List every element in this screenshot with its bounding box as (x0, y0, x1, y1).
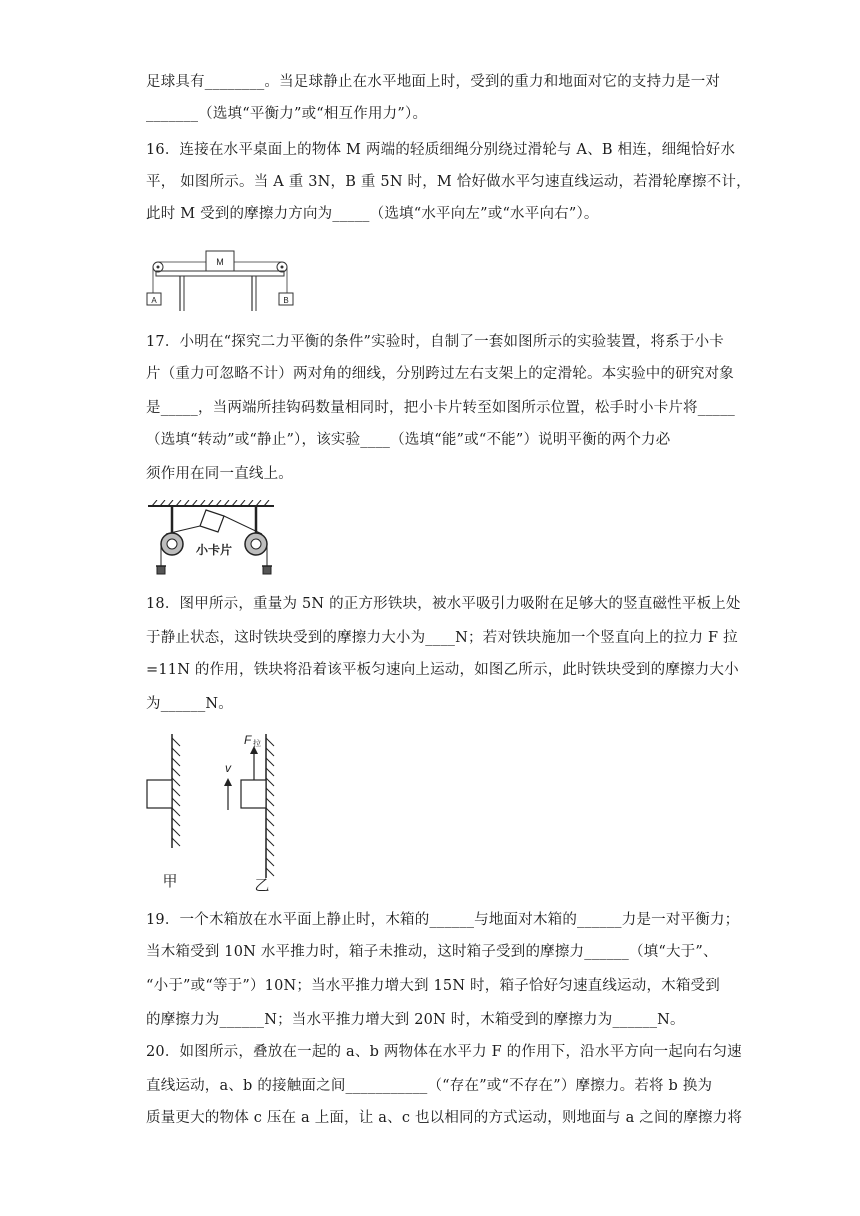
q17-text-line-3: 是_____，当两端所挂钩码数量相同时，把小卡片转至如图所示位置，松手时小卡片将_____ (146, 400, 735, 416)
q18-force-label: F (244, 733, 252, 747)
q16-text-line-1: 16．连接在水平桌面上的物体 M 两端的轻质细绳分别绕过滑轮与 A、B 相连，细绳恰好水 (146, 142, 736, 158)
q18-label-yi: 乙 (254, 877, 270, 894)
q17-figure (146, 500, 276, 584)
q16-text-line-3: 此时 M 受到的摩擦力方向为_____（选填“水平向左”或“水平向右”）。 (146, 206, 599, 222)
q17-card-label: 小卡片 (195, 543, 233, 557)
q20-text-line-3: 质量更大的物体 c 压在 a 上面，让 a、c 也以相同的方式运动，则地面与 a 之间的摩擦力将 (146, 1110, 743, 1126)
q16-weight-a-label: A (151, 296, 157, 305)
q20-text-line-1: 20．如图所示，叠放在一起的 a、b 两物体在水平力 F 的作用下，沿水平方向一起向右匀速 (146, 1044, 742, 1060)
q18-force-subscript: 拉 (253, 739, 261, 748)
q18-text-line-4: 为______N。 (146, 696, 233, 712)
q17-text-line-2: 片（重力可忽略不计）两对角的细线，分别跨过左右支架上的定滑轮。本实验中的研究对象 (146, 366, 734, 382)
q19-text-line-1: 19．一个木箱放在水平面上静止时，木箱的______与地面对木箱的______力是一对平衡力； (146, 912, 740, 928)
q18-velocity-label: v (225, 761, 231, 775)
q18-text-line-3: =11N 的作用，铁块将沿着该平板匀速向上运动，如图乙所示，此时铁块受到的摩擦力大小 (146, 662, 739, 678)
q16-text-line-2: 平， 如图所示。当 A 重 3N，B 重 5N 时，M 恰好做水平匀速直线运动，若滑轮摩擦不计， (146, 174, 751, 190)
q20-text-line-2: 直线运动，a、b 的接触面之间___________（“存在”或“不存在”）摩擦力。若将 b 换为 (146, 1078, 713, 1094)
q15-text-line-1: 足球具有________。当足球静止在水平地面上时，受到的重力和地面对它的支持力是一对 (146, 74, 721, 90)
q19-text-line-3: “小于”或“等于”）10N；当水平推力增大到 15N 时，箱子恰好匀速直线运动，木箱受到 (146, 978, 720, 994)
q16-weight-b-label: B (283, 296, 289, 305)
q17-text-line-5: 须作用在同一直线上。 (146, 466, 293, 482)
q18-label-jia: 甲 (162, 873, 178, 890)
q17-text-line-1: 17．小明在“探究二力平衡的条件”实验时，自制了一套如图所示的实验装置，将系于小卡 (146, 334, 724, 350)
q18-text-line-2: 于静止状态，这时铁块受到的摩擦力大小为____N；若对铁块施加一个竖直向上的拉力 F 拉 (146, 630, 738, 646)
q15-text-line-2: _______（选填“平衡力”或“相互作用力”）。 (146, 106, 428, 122)
q16-figure (140, 245, 310, 313)
q19-text-line-4: 的摩擦力为______N；当水平推力增大到 20N 时，木箱受到的摩擦力为______N。 (146, 1012, 685, 1028)
q17-text-line-4: （选填“转动”或“静止”），该实验____（选填“能”或“不能”）说明平衡的两个力必 (146, 432, 671, 448)
q16-block-label: M (216, 257, 224, 267)
q18-figure (140, 730, 300, 894)
q19-text-line-2: 当木箱受到 10N 水平推力时，箱子未推动，这时箱子受到的摩擦力______（填“大于”、 (146, 944, 718, 960)
q18-text-line-1: 18．图甲所示，重量为 5N 的正方形铁块，被水平吸引力吸附在足够大的竖直磁性平板上处 (146, 596, 741, 612)
